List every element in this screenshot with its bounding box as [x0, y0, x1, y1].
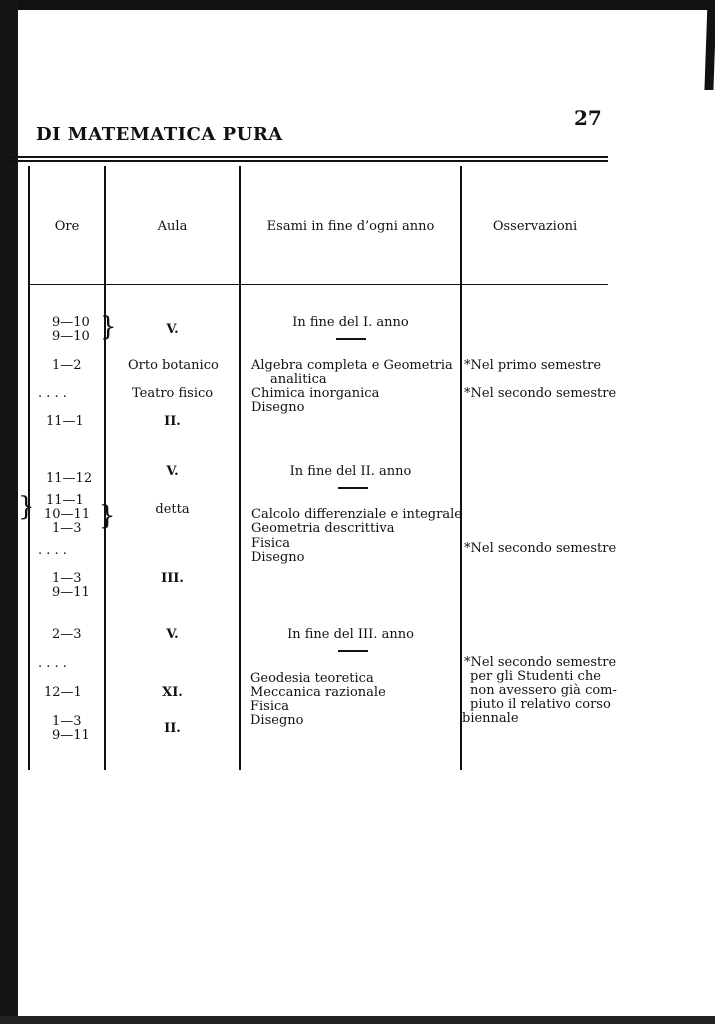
- exam-cell: Calcolo differenziale e integrale: [251, 507, 462, 522]
- year-heading: In fine del II. anno: [289, 464, 412, 479]
- note-cell: per gli Studenti che: [470, 669, 601, 684]
- room-cell: V.: [166, 322, 179, 337]
- note-cell: biennale: [462, 711, 519, 726]
- room-cell: V.: [166, 464, 179, 479]
- header-rule-top: [8, 156, 608, 158]
- exam-cell: Disegno: [251, 400, 305, 415]
- header-rule-top-2: [8, 160, 608, 162]
- hours-cell: 9—11: [52, 585, 90, 600]
- column-header-ore: Ore: [54, 219, 80, 234]
- exam-cell: Geometria descrittiva: [251, 521, 395, 536]
- table-rule-left: [28, 166, 30, 770]
- hours-cell: 2—3: [52, 627, 82, 642]
- note-cell: *Nel secondo semestre: [464, 655, 617, 670]
- room-cell: II.: [164, 414, 181, 429]
- room-cell: II.: [164, 721, 181, 736]
- hours-cell: 1—3: [52, 714, 82, 729]
- exam-cell: Disegno: [250, 713, 304, 728]
- heading-underline: [336, 338, 366, 340]
- year-heading: In fine del III. anno: [287, 627, 414, 642]
- heading-underline: [338, 487, 368, 489]
- exam-cell: Chimica inorganica: [251, 386, 380, 401]
- hours-cell: 10—11: [44, 507, 91, 522]
- exam-cell: Algebra completa e Geometria: [251, 358, 453, 373]
- hours-cell: . . . .: [38, 543, 67, 558]
- brace-icon: }: [99, 501, 116, 531]
- hours-cell: . . . .: [38, 386, 67, 401]
- scan-edge-left: [0, 0, 18, 1024]
- exam-cell: Meccanica razionale: [250, 685, 386, 700]
- hours-cell: 9—10: [52, 315, 90, 330]
- column-header-osservazioni: Osservazioni: [492, 219, 578, 234]
- room-cell: detta: [155, 502, 190, 517]
- heading-underline: [338, 650, 368, 652]
- hours-cell: 1—3: [52, 571, 82, 586]
- hours-cell: 9—10: [52, 329, 90, 344]
- hours-cell: 9—11: [52, 728, 90, 743]
- exam-cell: analitica: [270, 372, 327, 387]
- note-cell: non avessero già com-: [470, 683, 617, 698]
- page-title: DI MATEMATICA PURA: [36, 124, 283, 145]
- scan-edge-top: [0, 0, 715, 10]
- hours-cell: 12—1: [44, 685, 82, 700]
- exam-cell: Disegno: [251, 550, 305, 565]
- column-rule-3: [460, 166, 462, 770]
- page-number: 27: [574, 106, 602, 130]
- hours-cell: 1—3: [52, 521, 82, 536]
- note-cell: *Nel secondo semestre: [464, 541, 617, 556]
- hours-cell: . . . .: [38, 656, 67, 671]
- hours-cell: 11—1: [46, 414, 84, 429]
- brace-icon: }: [18, 492, 35, 522]
- year-heading: In fine del I. anno: [292, 315, 409, 330]
- hours-cell: 11—12: [46, 471, 93, 486]
- note-cell: *Nel secondo semestre: [464, 386, 617, 401]
- exam-cell: Geodesia teoretica: [250, 671, 374, 686]
- room-cell: V.: [166, 627, 179, 642]
- column-header-esami: Esami in fine d’ogni anno: [266, 219, 435, 234]
- hours-cell: 11—1: [46, 493, 84, 508]
- scan-edge-bottom: [0, 1016, 715, 1024]
- scan-edge-right: [704, 0, 715, 90]
- note-cell: *Nel primo semestre: [464, 358, 602, 373]
- exam-cell: Fisica: [251, 536, 291, 551]
- column-header-aula: Aula: [157, 219, 188, 234]
- room-cell: XI.: [162, 685, 183, 700]
- hours-cell: 1—2: [52, 358, 82, 373]
- column-header-rule: [30, 284, 608, 285]
- room-cell: Teatro fisico: [132, 386, 214, 401]
- exam-cell: Fisica: [250, 699, 290, 714]
- note-cell: piuto il relativo corso: [470, 697, 611, 712]
- brace-icon: }: [100, 312, 117, 342]
- room-cell: Orto botanico: [128, 358, 219, 373]
- room-cell: III.: [161, 571, 184, 586]
